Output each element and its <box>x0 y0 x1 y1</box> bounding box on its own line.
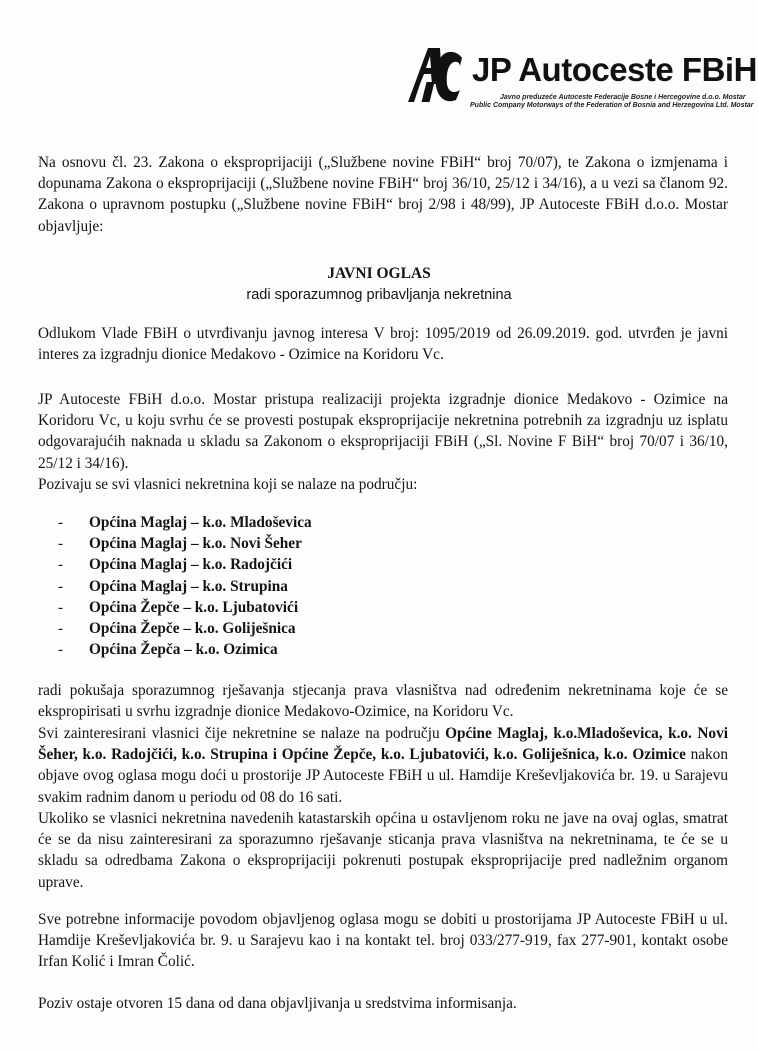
list-item <box>58 533 312 554</box>
list-dash: - <box>58 620 64 638</box>
warning-paragraph: Ukoliko se vlasnici nekretnina navedenih katastarskih općina u ostavljenom roku ne jave na ovaj oglas, smatrat će se da nisu zainteresirani za sporazumno rješavanje sticanja prava vlasništva na nekretninama, te će se u skladu sa odredbama Zakona o eksproprijaciji pokrenuti postupak eksproprijacije pred nadležnim organom uprave. <box>38 810 728 891</box>
company-logo <box>402 44 757 114</box>
list-dash: - <box>58 641 64 659</box>
municipality-label: Općina Žepče – k.o. Ljubatovići <box>89 598 299 616</box>
project-paragraph <box>38 389 728 495</box>
owners-text-end: nakon objave ovog oglasa mogu doći u prostorije JP Autoceste FBiH u ul. Hamdije Kreševljakovića br. 19. u Sarajevu svakim radnim danom u periodu od 08 do 16 sati. <box>38 746 728 806</box>
company-subtitle-local: Javno preduzeće Autoceste Federacije Bosne i Hercegovine d.o.o. Mostar <box>500 94 746 101</box>
list-item <box>58 597 312 618</box>
municipality-label: Općina Maglaj – k.o. Novi Šeher <box>89 535 302 553</box>
purpose-paragraph: radi pokušaja sporazumnog rješavanja stjecanja prava vlasništva nad određenim nekretninama koje će se ekspropirisati u svrhu izgradnje dionice Medakovo-Ozimice, na Koridoru Vc. <box>38 682 728 721</box>
owners-area-list: Općine Maglaj, k.o.Mladoševica, k.o. Novi Šeher, k.o. Radojčići, k.o. Strupina i Općine Žepče, k.o. Ljubatovići, k.o. Goliješnica, k.o. Ozimice <box>38 725 728 764</box>
notice-subtitle: radi sporazumnog pribavljanja nekretnina <box>246 287 512 303</box>
list-dash: - <box>58 577 64 595</box>
invite-text: Pozivaju se svi vlasnici nekretnina koji se nalaze na području: <box>38 475 418 493</box>
project-text: JP Autoceste FBiH d.o.o. Mostar pristupa realizaciji projekta izgradnje dionice Medakovo - Ozimice na Koridoru Vc, u koju svrhu će se provesti postupak eksproprijacije nekretnina potrebnih za izgradnju uz isplatu odgovarajućih naknada u skladu sa Zakonom o eksproprijaciji FBiH („Sl. Novine F BiH“ broj 70/07 i 36/10, 25/12 i 34/16). <box>38 391 728 472</box>
municipality-label: Općina Žepče – k.o. Goliješnica <box>89 620 296 638</box>
decision-paragraph: Odlukom Vlade FBiH o utvrđivanju javnog interesa V broj: 1095/2019 od 26.09.2019. god. utvrđen je javni interes za izgradnju dionice Medakovo - Ozimice na Koridoru Vc. <box>38 325 728 364</box>
municipality-label: Općina Maglaj – k.o. Radojčići <box>89 556 293 574</box>
list-dash: - <box>58 514 64 531</box>
list-item <box>58 618 312 639</box>
list-item <box>58 576 312 597</box>
municipality-label: Općina Žepča – k.o. Ozimica <box>89 641 278 659</box>
company-subtitle-english: Public Company Motorways of the Federation of Bosnia and Herzegovina Ltd. Mostar <box>470 102 754 109</box>
notice-title: JAVNI OGLAS <box>327 265 431 282</box>
list-item <box>58 512 312 533</box>
list-item <box>58 554 312 575</box>
closing-paragraph: Poziv ostaje otvoren 15 dana od dana objavljivanja u sredstvima informisanja. <box>38 995 517 1012</box>
municipality-label: Općina Maglaj – k.o. Strupina <box>89 577 288 595</box>
ac-logo-mark-icon <box>402 44 466 106</box>
owners-paragraph <box>38 723 728 808</box>
list-dash: - <box>58 535 64 553</box>
list-item <box>58 639 312 660</box>
intro-paragraph: Na osnovu čl. 23. Zakona o eksproprijaciji („Službene novine FBiH“ broj 70/07), te Zakona o izmjenama i dopunama Zakona o eksproprijaciji („Službene novine FBiH“ broj 36/10, 25/12 i 34/16), a u vezi sa članom 92. Zakona o upravnom postupku („Službene novine FBiH“ broj 2/98 i 48/99), JP Autoceste FBiH d.o.o. Mostar objavljuje: <box>38 154 728 235</box>
list-dash: - <box>58 598 64 616</box>
list-dash: - <box>58 556 64 574</box>
municipality-label: Općina Maglaj – k.o. Mladoševica <box>89 514 312 531</box>
municipality-list <box>58 512 312 660</box>
owners-text-start: Svi zainteresirani vlasnici čije nekretnine se nalaze na području <box>38 725 446 742</box>
contact-paragraph: Sve potrebne informacije povodom objavljenog oglasa mogu se dobiti u prostorijama JP Autoceste FBiH u ul. Hamdije Kreševljakovića br. 9. u Sarajevu kao i na kontakt tel. broj 033/277-919, fax 277-901, kontakt osobe Irfan Kolić i Imran Čolić. <box>38 911 728 971</box>
company-name: JP Autoceste FBiH <box>472 51 757 88</box>
